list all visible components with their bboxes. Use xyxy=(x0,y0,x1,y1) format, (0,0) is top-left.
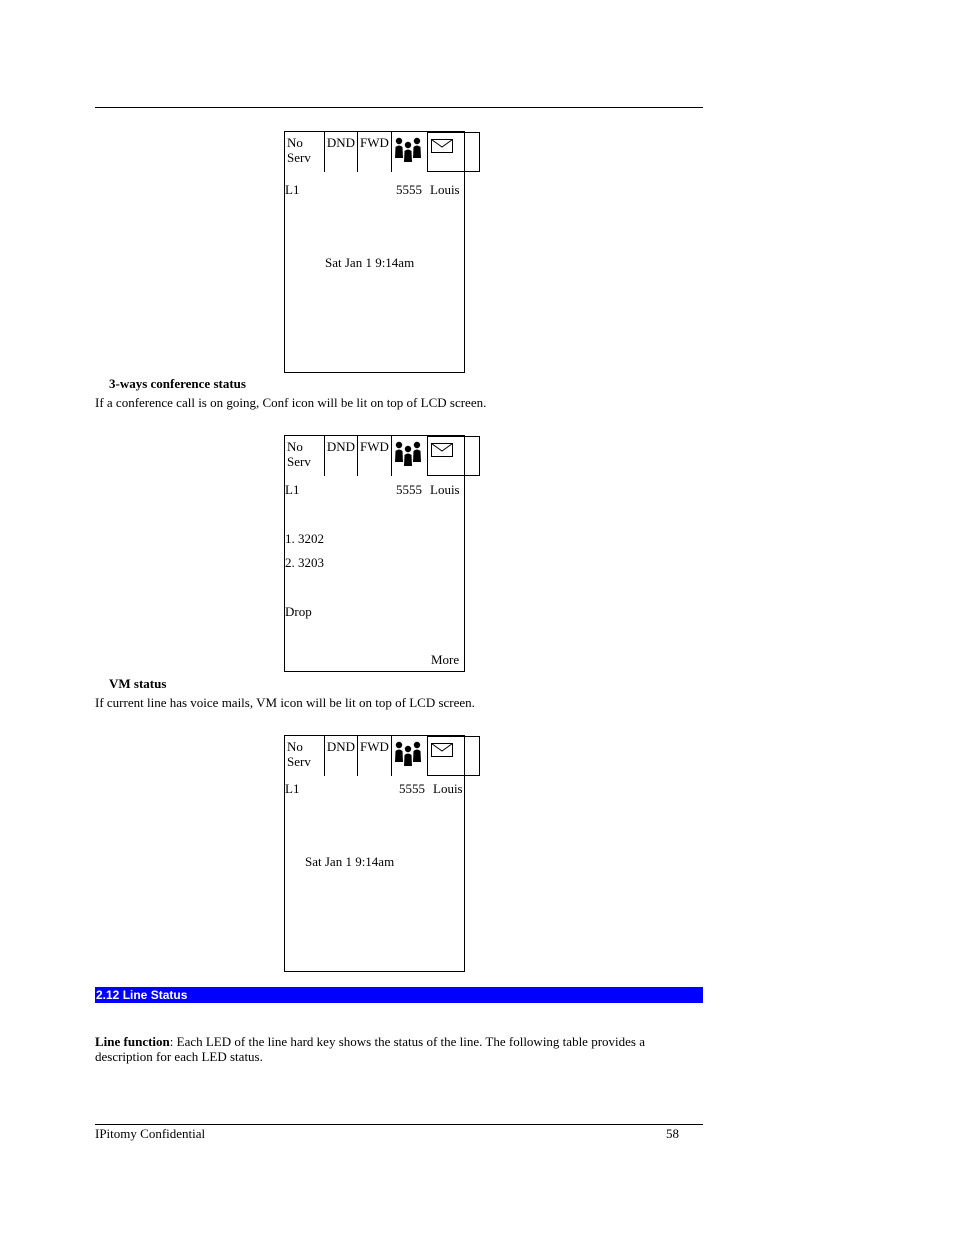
envelope-icon xyxy=(431,743,453,757)
fwd-indicator xyxy=(358,132,392,172)
no-serv-indicator xyxy=(285,736,325,776)
dnd-label: DND xyxy=(326,135,356,150)
drop-softkey[interactable]: Drop xyxy=(285,604,312,619)
vm-indicator xyxy=(428,132,480,172)
header-rule xyxy=(95,107,703,108)
dnd-label: DND xyxy=(326,439,356,454)
line-function-paragraph xyxy=(95,1034,645,1050)
fwd-label: FWD xyxy=(360,739,389,754)
lcd-status-bar xyxy=(285,132,480,172)
fwd-label: FWD xyxy=(360,439,389,454)
vm-indicator xyxy=(428,436,480,476)
lcd-status-bar xyxy=(285,436,480,476)
footer-rule xyxy=(95,1124,703,1125)
conference-indicator xyxy=(392,132,428,172)
line-function-text: : Each LED of the line hard key shows the status of the line. The following table provides a xyxy=(169,1034,645,1049)
section-title-bar xyxy=(95,987,703,1003)
no-serv-label: No Serv xyxy=(287,739,311,769)
date-time: Sat Jan 1 9:14am xyxy=(325,255,415,270)
conference-people-icon xyxy=(394,136,422,162)
dnd-indicator xyxy=(325,436,358,476)
dnd-indicator xyxy=(325,132,358,172)
line-label: L1 xyxy=(285,482,300,497)
conference-indicator xyxy=(392,736,428,776)
envelope-icon xyxy=(431,139,453,153)
conference-party-2[interactable]: 2. 3203 xyxy=(285,555,324,570)
dnd-label: DND xyxy=(326,739,356,754)
vm-heading: VM status xyxy=(109,676,167,691)
line-function-paragraph-cont: description for each LED status. xyxy=(95,1049,263,1064)
user-name: Louis xyxy=(433,781,463,796)
fwd-indicator xyxy=(358,436,392,476)
extension-number: 5555 xyxy=(396,482,422,497)
user-name: Louis xyxy=(430,182,460,197)
no-serv-indicator xyxy=(285,436,325,476)
no-serv-label: No Serv xyxy=(287,439,311,469)
extension-number: 5555 xyxy=(396,182,422,197)
page-number: 58 xyxy=(666,1126,679,1141)
section-title: 2.12 Line Status xyxy=(96,988,188,1002)
line-label: L1 xyxy=(285,781,300,796)
conference-party-1[interactable]: 1. 3202 xyxy=(285,531,324,546)
no-serv-indicator xyxy=(285,132,325,172)
user-name: Louis xyxy=(430,482,460,497)
conference-indicator xyxy=(392,436,428,476)
vm-indicator xyxy=(428,736,480,776)
no-serv-label: No Serv xyxy=(287,135,311,165)
footer-confidential: IPitomy Confidential xyxy=(95,1126,206,1141)
more-softkey[interactable]: More xyxy=(431,652,460,667)
line-label: L1 xyxy=(285,182,300,197)
conference-people-icon xyxy=(394,440,422,466)
date-time: Sat Jan 1 9:14am xyxy=(305,854,395,869)
conference-heading: 3-ways conference status xyxy=(109,376,246,391)
lcd-screen-vm xyxy=(284,735,465,972)
dnd-indicator xyxy=(325,736,358,776)
lcd-screen-idle xyxy=(284,131,465,373)
fwd-indicator xyxy=(358,736,392,776)
extension-number: 5555 xyxy=(399,781,425,796)
lcd-screen-conference xyxy=(284,435,465,672)
line-function-label: Line function xyxy=(95,1034,170,1049)
envelope-icon xyxy=(431,443,453,457)
vm-description: If current line has voice mails, VM icon will be lit on top of LCD screen. xyxy=(95,695,475,710)
lcd-status-bar xyxy=(285,736,480,776)
conference-description: If a conference call is on going, Conf icon will be lit on top of LCD screen. xyxy=(95,395,487,410)
conference-people-icon xyxy=(394,740,422,766)
fwd-label: FWD xyxy=(360,135,389,150)
